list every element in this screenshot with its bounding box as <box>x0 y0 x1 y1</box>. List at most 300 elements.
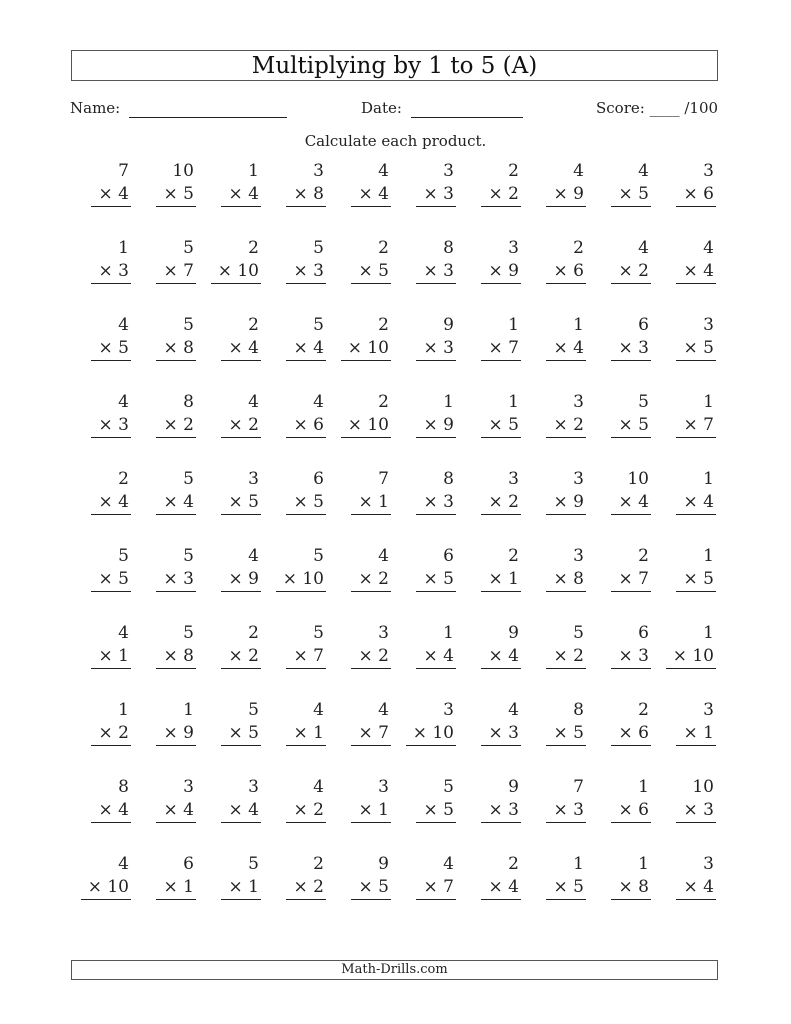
multiplier: × 5 <box>553 877 584 897</box>
answer-line <box>481 206 521 207</box>
problem <box>525 466 590 543</box>
multiplicand: 7 <box>573 777 584 797</box>
multiplier: × 6 <box>293 415 324 435</box>
problem <box>655 389 720 466</box>
problem <box>265 466 330 543</box>
problem <box>135 312 200 389</box>
multiplier: × 10 <box>347 338 389 358</box>
multiplicand: 1 <box>638 777 649 797</box>
multiplier: × 3 <box>293 261 324 281</box>
multiplicand: 4 <box>118 315 129 335</box>
answer-line <box>341 360 391 361</box>
problem <box>330 697 395 774</box>
answer-line <box>546 822 586 823</box>
multiplier: × 4 <box>683 261 714 281</box>
problem <box>330 774 395 851</box>
answer-line <box>221 668 261 669</box>
multiplier: × 1 <box>358 800 389 820</box>
problem <box>265 235 330 312</box>
problem <box>200 543 265 620</box>
multiplicand: 6 <box>313 469 324 489</box>
multiplicand: 4 <box>638 161 649 181</box>
multiplicand: 5 <box>183 546 194 566</box>
multiplier: × 8 <box>163 338 194 358</box>
multiplicand: 6 <box>183 854 194 874</box>
multiplicand: 5 <box>313 315 324 335</box>
answer-line <box>546 206 586 207</box>
problem <box>655 312 720 389</box>
multiplicand: 1 <box>118 238 129 258</box>
multiplicand: 4 <box>313 777 324 797</box>
answer-line <box>546 591 586 592</box>
multiplier: × 2 <box>228 415 259 435</box>
date-blank <box>411 101 523 118</box>
answer-line <box>91 822 131 823</box>
multiplicand: 5 <box>443 777 454 797</box>
multiplier: × 4 <box>423 646 454 666</box>
multiplier: × 4 <box>358 184 389 204</box>
problem <box>70 620 135 697</box>
answer-line <box>676 745 716 746</box>
multiplier: × 6 <box>618 800 649 820</box>
multiplier: × 9 <box>163 723 194 743</box>
answer-line <box>221 745 261 746</box>
problem <box>590 466 655 543</box>
multiplicand: 3 <box>248 469 259 489</box>
answer-line <box>481 668 521 669</box>
multiplicand: 6 <box>443 546 454 566</box>
multiplier: × 6 <box>618 723 649 743</box>
answer-line <box>156 822 196 823</box>
multiplier: × 2 <box>553 415 584 435</box>
problem <box>200 389 265 466</box>
multiplier: × 7 <box>423 877 454 897</box>
multiplicand: 1 <box>573 315 584 335</box>
multiplier: × 8 <box>553 569 584 589</box>
multiplier: × 10 <box>217 261 259 281</box>
problem <box>395 543 460 620</box>
problem <box>200 774 265 851</box>
answer-line <box>546 745 586 746</box>
answer-line <box>416 822 456 823</box>
problem <box>200 620 265 697</box>
problem <box>135 774 200 851</box>
answer-line <box>91 514 131 515</box>
answer-line <box>156 360 196 361</box>
multiplicand: 5 <box>573 623 584 643</box>
problem <box>135 543 200 620</box>
multiplicand: 9 <box>443 315 454 335</box>
problem <box>70 312 135 389</box>
problem <box>395 312 460 389</box>
problem <box>265 158 330 235</box>
score-field <box>596 98 718 118</box>
problem <box>395 158 460 235</box>
answer-line <box>286 206 326 207</box>
multiplier: × 4 <box>228 338 259 358</box>
answer-line <box>156 899 196 900</box>
multiplier: × 10 <box>347 415 389 435</box>
multiplier: × 8 <box>293 184 324 204</box>
problem <box>460 158 525 235</box>
multiplicand: 8 <box>573 700 584 720</box>
problem <box>460 312 525 389</box>
answer-line <box>286 514 326 515</box>
multiplicand: 1 <box>703 392 714 412</box>
multiplier: × 4 <box>488 877 519 897</box>
multiplier: × 8 <box>618 877 649 897</box>
problem <box>525 389 590 466</box>
multiplier: × 3 <box>618 646 649 666</box>
score-label: Score: <box>596 99 645 117</box>
multiplier: × 2 <box>358 569 389 589</box>
problem <box>460 389 525 466</box>
multiplicand: 7 <box>378 469 389 489</box>
answer-line <box>91 360 131 361</box>
multiplier: × 1 <box>163 877 194 897</box>
answer-line <box>676 822 716 823</box>
problem <box>590 620 655 697</box>
multiplicand: 4 <box>378 161 389 181</box>
problem <box>590 774 655 851</box>
answer-line <box>546 899 586 900</box>
multiplicand: 3 <box>703 161 714 181</box>
multiplier: × 4 <box>683 877 714 897</box>
multiplier: × 5 <box>618 415 649 435</box>
multiplicand: 4 <box>378 700 389 720</box>
problem <box>200 158 265 235</box>
multiplier: × 1 <box>358 492 389 512</box>
multiplier: × 3 <box>423 338 454 358</box>
answer-line <box>611 283 651 284</box>
answer-line <box>351 514 391 515</box>
multiplicand: 3 <box>703 700 714 720</box>
problem <box>655 466 720 543</box>
answer-line <box>611 514 651 515</box>
multiplier: × 8 <box>163 646 194 666</box>
answer-line <box>91 745 131 746</box>
multiplicand: 1 <box>703 546 714 566</box>
multiplicand: 4 <box>378 546 389 566</box>
answer-line <box>341 437 391 438</box>
problem <box>590 235 655 312</box>
answer-line <box>481 899 521 900</box>
answer-line <box>351 591 391 592</box>
multiplier: × 5 <box>98 569 129 589</box>
multiplicand: 6 <box>638 623 649 643</box>
multiplier: × 2 <box>228 646 259 666</box>
answer-line <box>481 437 521 438</box>
problem <box>395 235 460 312</box>
problem <box>395 697 460 774</box>
answer-line <box>81 899 131 900</box>
multiplier: × 2 <box>618 261 649 281</box>
problem <box>330 851 395 928</box>
date-label: Date: <box>361 99 402 117</box>
answer-line <box>676 283 716 284</box>
answer-line <box>611 668 651 669</box>
multiplier: × 7 <box>488 338 519 358</box>
name-field <box>70 98 287 118</box>
problem <box>200 312 265 389</box>
multiplier: × 5 <box>98 338 129 358</box>
multiplier: × 5 <box>228 492 259 512</box>
answer-line <box>156 514 196 515</box>
multiplier: × 5 <box>683 338 714 358</box>
problem <box>525 697 590 774</box>
multiplier: × 5 <box>488 415 519 435</box>
multiplier: × 4 <box>293 338 324 358</box>
multiplier: × 6 <box>553 261 584 281</box>
problem <box>70 851 135 928</box>
multiplier: × 3 <box>98 415 129 435</box>
multiplicand: 1 <box>573 854 584 874</box>
answer-line <box>546 283 586 284</box>
multiplier: × 3 <box>683 800 714 820</box>
multiplier: × 4 <box>228 800 259 820</box>
problem <box>460 620 525 697</box>
problem <box>525 158 590 235</box>
answer-line <box>351 745 391 746</box>
problem <box>265 312 330 389</box>
multiplier: × 1 <box>488 569 519 589</box>
multiplicand: 1 <box>508 315 519 335</box>
multiplicand: 4 <box>118 623 129 643</box>
multiplier: × 7 <box>163 261 194 281</box>
answer-line <box>221 360 261 361</box>
multiplicand: 10 <box>627 469 649 489</box>
multiplicand: 3 <box>508 238 519 258</box>
multiplicand: 3 <box>573 469 584 489</box>
multiplier: × 1 <box>98 646 129 666</box>
problem <box>395 620 460 697</box>
multiplier: × 3 <box>423 261 454 281</box>
answer-line <box>416 283 456 284</box>
multiplicand: 2 <box>638 700 649 720</box>
problem <box>330 389 395 466</box>
multiplicand: 9 <box>378 854 389 874</box>
multiplicand: 1 <box>638 854 649 874</box>
multiplicand: 2 <box>248 238 259 258</box>
answer-line <box>611 437 651 438</box>
multiplier: × 10 <box>87 877 129 897</box>
multiplicand: 8 <box>443 469 454 489</box>
answer-line <box>676 206 716 207</box>
problem <box>70 774 135 851</box>
multiplicand: 8 <box>443 238 454 258</box>
multiplier: × 5 <box>423 569 454 589</box>
multiplicand: 4 <box>313 392 324 412</box>
problem <box>590 312 655 389</box>
multiplicand: 8 <box>118 777 129 797</box>
problem <box>265 851 330 928</box>
problem <box>525 620 590 697</box>
multiplicand: 3 <box>183 777 194 797</box>
answer-line <box>351 822 391 823</box>
multiplicand: 2 <box>508 161 519 181</box>
multiplier: × 9 <box>488 261 519 281</box>
multiplier: × 7 <box>293 646 324 666</box>
answer-line <box>416 591 456 592</box>
answer-line <box>611 745 651 746</box>
multiplier: × 5 <box>163 184 194 204</box>
problem <box>135 851 200 928</box>
answer-line <box>416 514 456 515</box>
problem <box>525 235 590 312</box>
multiplier: × 4 <box>618 492 649 512</box>
multiplier: × 4 <box>98 800 129 820</box>
multiplier: × 5 <box>618 184 649 204</box>
multiplicand: 4 <box>118 392 129 412</box>
answer-line <box>276 591 326 592</box>
problem <box>70 235 135 312</box>
multiplier: × 5 <box>228 723 259 743</box>
answer-line <box>546 437 586 438</box>
multiplier: × 9 <box>228 569 259 589</box>
problem <box>330 620 395 697</box>
answer-line <box>416 206 456 207</box>
multiplicand: 5 <box>183 623 194 643</box>
problem <box>70 158 135 235</box>
multiplicand: 4 <box>443 854 454 874</box>
answer-line <box>351 899 391 900</box>
multiplier: × 5 <box>553 723 584 743</box>
problem <box>395 389 460 466</box>
multiplicand: 2 <box>638 546 649 566</box>
multiplicand: 2 <box>378 238 389 258</box>
multiplicand: 3 <box>508 469 519 489</box>
multiplicand: 4 <box>248 392 259 412</box>
answer-line <box>481 822 521 823</box>
multiplicand: 3 <box>443 700 454 720</box>
answer-line <box>351 206 391 207</box>
multiplier: × 5 <box>293 492 324 512</box>
multiplicand: 9 <box>508 623 519 643</box>
multiplier: × 5 <box>358 261 389 281</box>
multiplicand: 3 <box>703 315 714 335</box>
multiplier: × 3 <box>488 723 519 743</box>
multiplicand: 3 <box>703 854 714 874</box>
multiplicand: 5 <box>183 238 194 258</box>
multiplicand: 9 <box>508 777 519 797</box>
multiplier: × 1 <box>293 723 324 743</box>
answer-line <box>611 360 651 361</box>
multiplicand: 4 <box>313 700 324 720</box>
problem <box>590 389 655 466</box>
problem <box>590 543 655 620</box>
multiplier: × 3 <box>98 261 129 281</box>
multiplier: × 4 <box>98 184 129 204</box>
multiplicand: 2 <box>248 623 259 643</box>
answer-line <box>611 899 651 900</box>
multiplier: × 7 <box>618 569 649 589</box>
problem <box>460 543 525 620</box>
problem <box>590 697 655 774</box>
answer-line <box>676 360 716 361</box>
multiplicand: 5 <box>313 546 324 566</box>
answer-line <box>481 360 521 361</box>
name-label: Name: <box>70 99 121 117</box>
problem <box>265 543 330 620</box>
multiplier: × 3 <box>423 184 454 204</box>
answer-line <box>156 668 196 669</box>
answer-line <box>221 822 261 823</box>
answer-line <box>211 283 261 284</box>
multiplicand: 4 <box>508 700 519 720</box>
multiplier: × 5 <box>683 569 714 589</box>
answer-line <box>221 437 261 438</box>
problem <box>590 158 655 235</box>
multiplier: × 3 <box>618 338 649 358</box>
multiplicand: 2 <box>118 469 129 489</box>
multiplicand: 4 <box>248 546 259 566</box>
multiplicand: 1 <box>703 469 714 489</box>
answer-line <box>91 206 131 207</box>
answer-line <box>286 668 326 669</box>
answer-line <box>546 360 586 361</box>
problem <box>655 543 720 620</box>
problem <box>460 697 525 774</box>
problem <box>525 543 590 620</box>
multiplicand: 2 <box>508 546 519 566</box>
multiplicand: 4 <box>638 238 649 258</box>
answer-line <box>611 206 651 207</box>
problem <box>200 235 265 312</box>
problem <box>395 851 460 928</box>
problem <box>655 620 720 697</box>
answer-line <box>91 668 131 669</box>
multiplicand: 5 <box>183 469 194 489</box>
multiplier: × 4 <box>553 338 584 358</box>
answer-line <box>156 591 196 592</box>
answer-line <box>221 514 261 515</box>
multiplier: × 2 <box>488 492 519 512</box>
multiplier: × 4 <box>163 492 194 512</box>
answer-line <box>546 514 586 515</box>
multiplicand: 3 <box>378 777 389 797</box>
multiplicand: 1 <box>508 392 519 412</box>
problem <box>135 620 200 697</box>
multiplier: × 3 <box>553 800 584 820</box>
answer-line <box>416 668 456 669</box>
multiplicand: 3 <box>248 777 259 797</box>
answer-line <box>676 514 716 515</box>
multiplier: × 7 <box>358 723 389 743</box>
problem <box>655 697 720 774</box>
multiplicand: 2 <box>248 315 259 335</box>
multiplicand: 5 <box>313 623 324 643</box>
problem-grid <box>70 158 720 928</box>
multiplicand: 1 <box>443 623 454 643</box>
multiplicand: 3 <box>313 161 324 181</box>
multiplier: × 4 <box>228 184 259 204</box>
answer-line <box>406 745 456 746</box>
problem <box>70 389 135 466</box>
answer-line <box>286 437 326 438</box>
problem <box>525 851 590 928</box>
multiplicand: 3 <box>443 161 454 181</box>
answer-line <box>416 899 456 900</box>
multiplicand: 5 <box>248 700 259 720</box>
problem <box>655 851 720 928</box>
multiplier: × 4 <box>488 646 519 666</box>
multiplicand: 8 <box>183 392 194 412</box>
multiplicand: 7 <box>118 161 129 181</box>
answer-line <box>221 899 261 900</box>
problem <box>135 466 200 543</box>
answer-line <box>156 437 196 438</box>
answer-line <box>416 437 456 438</box>
